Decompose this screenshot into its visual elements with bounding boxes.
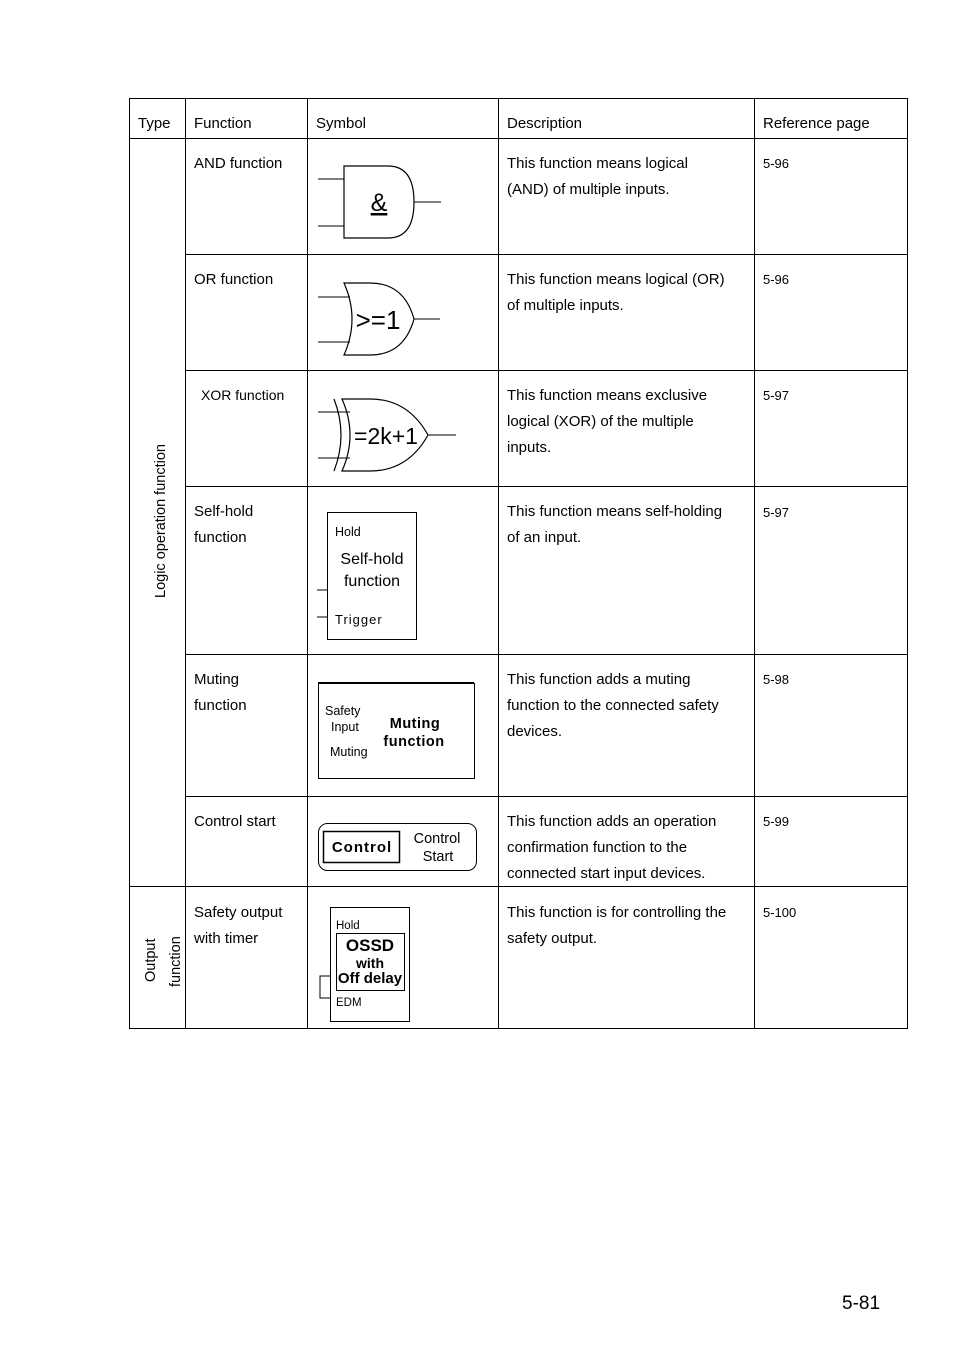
control-start-block-icon (308, 798, 498, 884)
muting-block-icon (308, 656, 498, 794)
type-output-line1: Output (143, 938, 159, 982)
symbol-label: EDM (336, 997, 362, 1009)
header-symbol: Symbol (316, 115, 367, 132)
or-gate-icon (308, 256, 498, 368)
symbol-label: function (383, 734, 445, 750)
symbol-label: Start (422, 849, 454, 865)
description-line: connected start input devices. (507, 865, 706, 882)
description-line: devices. (507, 723, 563, 740)
description-line: This function adds a muting (507, 671, 691, 688)
description-line: of an input. (507, 529, 582, 546)
ossd-block-icon (308, 888, 498, 1026)
symbol-label: & (370, 189, 388, 217)
description-line: confirmation function to the (507, 839, 688, 856)
reference-page: 5-99 (763, 814, 790, 829)
reference-page: 5-97 (763, 388, 790, 403)
function-name: function (194, 529, 247, 546)
description-line: This function adds an operation (507, 813, 717, 830)
symbol-label: Muting (389, 716, 441, 732)
symbol-label: Muting (330, 745, 368, 759)
function-name: Muting (194, 671, 240, 688)
symbol-label: Self-hold (340, 551, 404, 568)
function-name: function (194, 697, 247, 714)
function-name: Control start (194, 813, 276, 830)
function-name: Safety output (194, 904, 283, 921)
reference-page: 5-96 (763, 272, 790, 287)
header-function: Function (194, 115, 252, 132)
function-name: Self-hold (194, 503, 254, 520)
symbol-label: Hold (335, 525, 361, 539)
symbol-label: Hold (336, 920, 360, 932)
type-output-line2: function (168, 936, 184, 987)
symbol-label: Control (413, 831, 461, 847)
reference-page: 5-97 (763, 505, 790, 520)
self-hold-block-icon (308, 488, 498, 652)
reference-page: 5-98 (763, 672, 790, 687)
description-line: This function means exclusive (507, 387, 708, 404)
symbol-label: >=1 (355, 305, 401, 335)
symbol-label: Off delay (337, 970, 403, 987)
description-line: safety output. (507, 930, 598, 947)
symbol-label: Input (331, 720, 359, 734)
symbol-label: =2k+1 (354, 423, 418, 449)
header-reference: Reference page (763, 115, 870, 132)
reference-page: 5-96 (763, 156, 790, 171)
reference-page: 5-100 (763, 905, 797, 920)
and-gate-icon (308, 140, 498, 252)
symbol-label: OSSD (345, 936, 395, 955)
function-name: OR function (194, 271, 274, 288)
description-line: This function is for controlling the (507, 904, 727, 921)
type-logic-operation: Logic operation function (153, 444, 169, 598)
header-description: Description (507, 115, 583, 132)
description-line: This function means logical (OR) (507, 271, 725, 288)
description-line: This function means logical (507, 155, 688, 172)
description-line: This function means self-holding (507, 503, 723, 520)
header-type: Type (138, 115, 171, 132)
description-line: (AND) of multiple inputs. (507, 181, 670, 198)
symbol-label: function (343, 573, 401, 590)
page-number: 5-81 (842, 1293, 881, 1314)
function-name: with timer (194, 930, 259, 947)
symbol-label: with (356, 955, 384, 971)
symbol-label: Safety (325, 704, 361, 718)
description-line: function to the connected safety (507, 697, 719, 714)
xor-gate-icon (308, 372, 498, 484)
description-line: of multiple inputs. (507, 297, 624, 314)
symbol-label: Trigger (335, 612, 383, 627)
function-name: XOR function (201, 387, 285, 403)
symbol-label: Control (331, 839, 393, 856)
description-line: inputs. (507, 439, 552, 456)
description-line: logical (XOR) of the multiple (507, 413, 694, 430)
function-name: AND function (194, 155, 283, 172)
